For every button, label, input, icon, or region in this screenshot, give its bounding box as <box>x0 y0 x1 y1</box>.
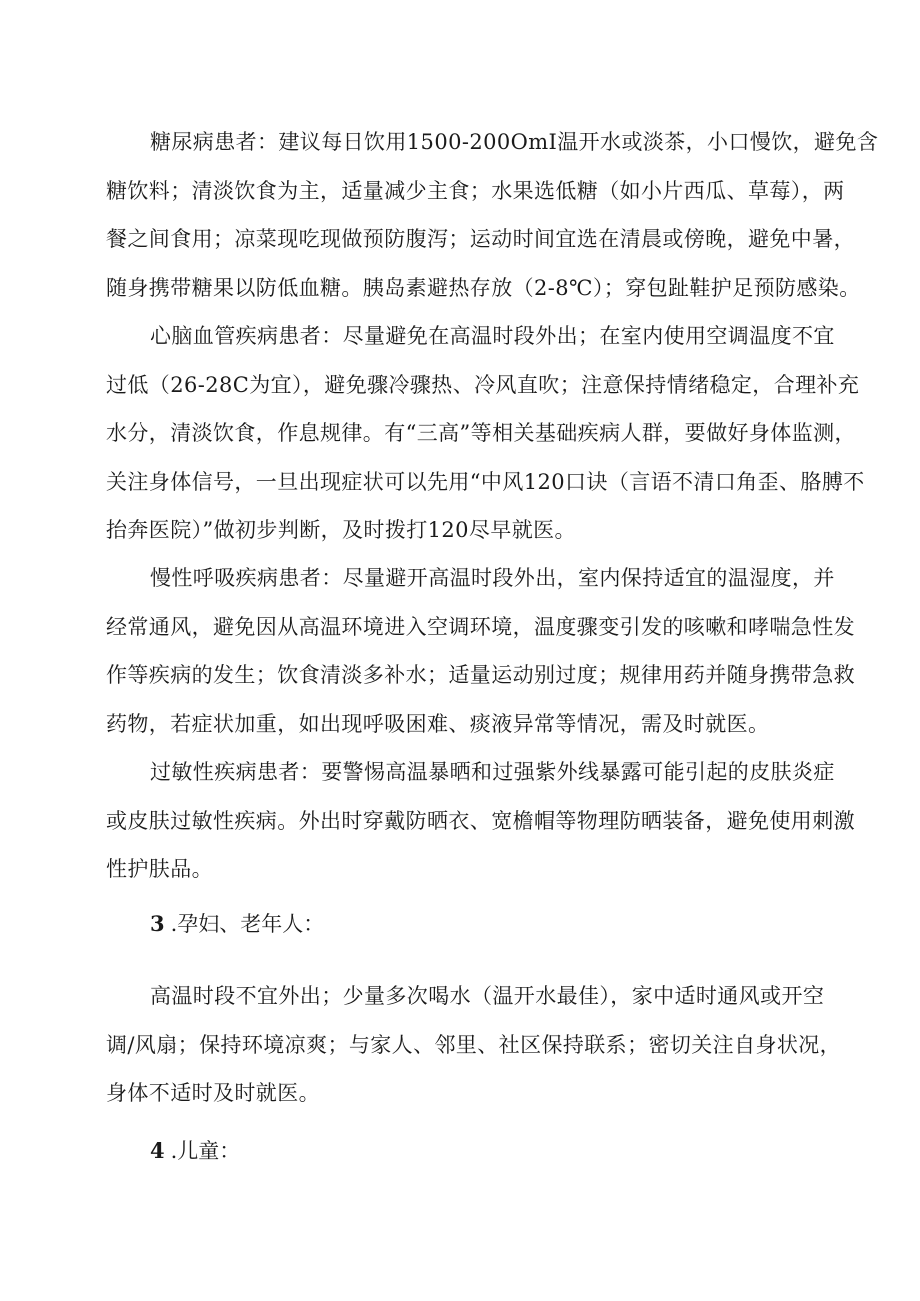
paragraph-line: 高温时段不宜外出；少量多次喝水（温开水最佳），家中适时通风或开空 <box>150 984 825 1008</box>
section-3-paragraph <box>106 972 842 1118</box>
diabetes-paragraph <box>106 118 879 312</box>
paragraph-line: 性护肤品。 <box>106 857 213 881</box>
paragraph-line: 身体不适时及时就医。 <box>106 1081 320 1105</box>
section-title: .儿童： <box>170 1139 241 1163</box>
paragraph-line: 调/风扇；保持环境凉爽；与家人、邻里、社区保持联系；密切关注自身状况， <box>106 1032 842 1057</box>
paragraph-line: 随身携带糖果以防低血糖。胰岛素避热存放（2-8℃）；穿包趾鞋护足预防感染。 <box>106 275 861 300</box>
paragraph-line: 心脑血管疾病患者：尽量避免在高温时段外出；在室内使用空调温度不宜 <box>150 324 835 348</box>
paragraph-line: 或皮肤过敏性疾病。外出时穿戴防晒衣、宽檐帽等物理防晒装备，避免使用刺激 <box>106 808 855 833</box>
paragraph-line: 水分，清淡饮食，作息规律。有“三高”等相关基础疾病人群，要做好身体监测， <box>106 421 856 445</box>
paragraph-line: 餐之间食用；凉菜现吃现做预防腹泻；运动时间宜选在清晨或傍晚，避免中暑， <box>106 227 855 251</box>
paragraph-line: 糖饮料；清淡饮食为主，适量减少主食；水果选低糖（如小片西瓜、草莓），两 <box>106 178 845 203</box>
section-title: .孕妇、老年人： <box>170 912 325 936</box>
paragraph-line: 经常通风，避免因从高温环境进入空调环境，温度骤变引发的咳嗽和哮喘急性发 <box>106 614 855 639</box>
respiratory-paragraph <box>106 554 855 748</box>
section-number: 3 <box>150 911 165 936</box>
paragraph-line: 关注身体信号，一旦出现症状可以先用“中风120口诀（言语不清口角歪、胳膊不 <box>106 469 865 494</box>
section-number: 4 <box>150 1138 165 1163</box>
paragraph-line: 抬奔医院）”做初步判断，及时拨打120尽早就医。 <box>106 518 576 542</box>
section-3-heading <box>150 909 324 939</box>
paragraph-line: 糖尿病患者：建议每日饮用1500-200OmI温开水或淡茶，小口慢饮，避免含 <box>150 130 879 154</box>
paragraph-line: 作等疾病的发生；饮食清淡多补水；适量运动别过度；规律用药并随身携带急救 <box>106 663 855 687</box>
section-4-heading <box>150 1136 240 1166</box>
allergy-paragraph <box>106 748 855 894</box>
cardio-paragraph <box>106 312 865 555</box>
paragraph-line: 过低（26-28C为宜），避免骤冷骤热、冷风直吹；注意保持情绪稳定，合理补充 <box>106 372 860 397</box>
paragraph-line: 药物，若症状加重，如出现呼吸困难、痰液异常等情况，需及时就医。 <box>106 711 770 736</box>
paragraph-line: 慢性呼吸疾病患者：尽量避开高温时段外出，室内保持适宜的温湿度，并 <box>150 566 835 590</box>
paragraph-line: 过敏性疾病患者：要警惕高温暴晒和过强紫外线暴露可能引起的皮肤炎症 <box>150 760 835 784</box>
